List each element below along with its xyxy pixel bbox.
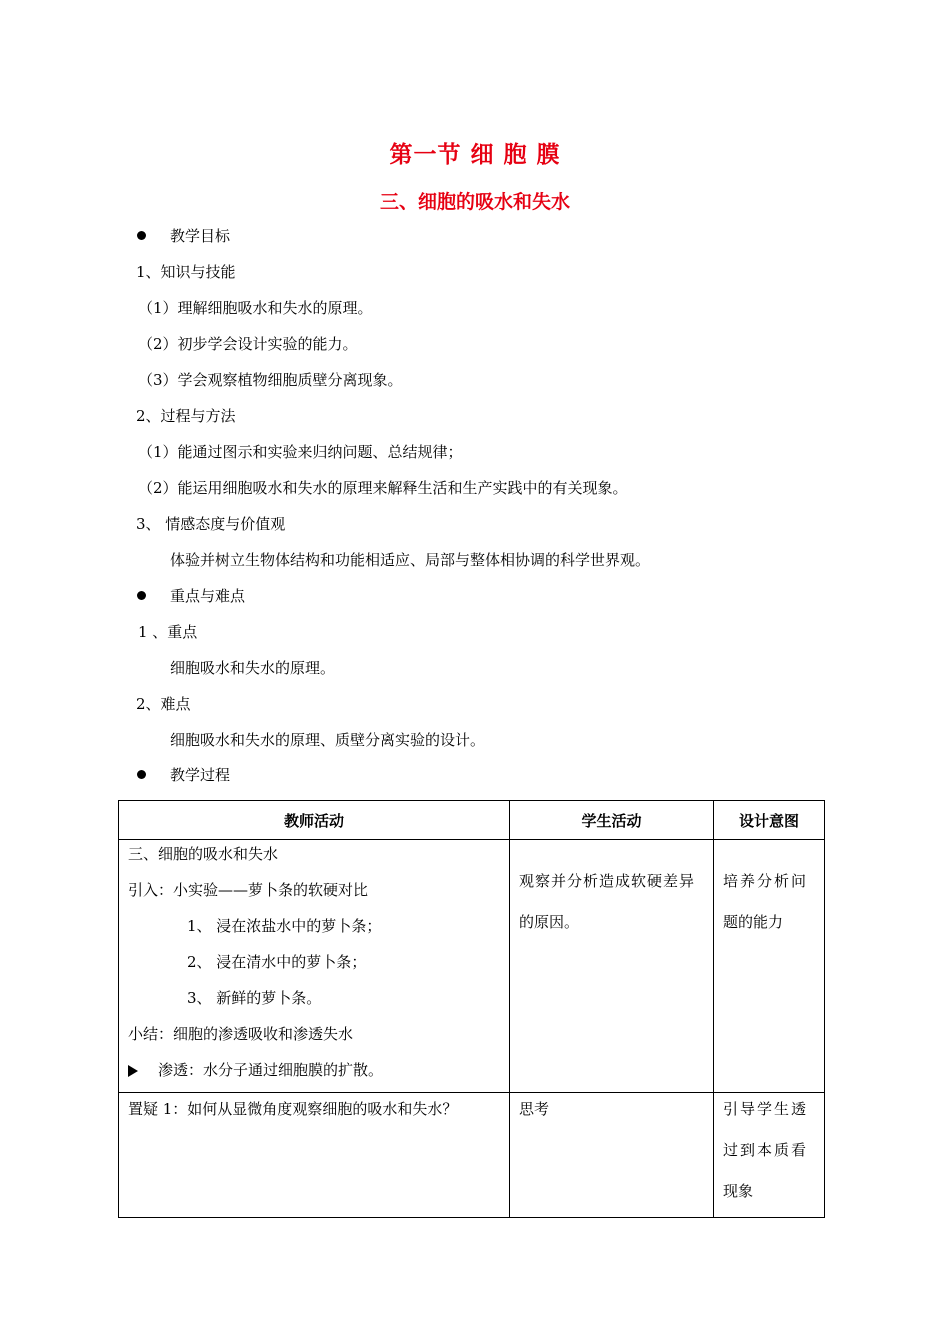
keypoints-heading: 重点与难点 xyxy=(170,587,246,605)
bullet-icon xyxy=(137,770,146,779)
teacher-line: 小结：细胞的渗透吸收和渗透失水 xyxy=(128,1025,354,1043)
knowledge-item: （2）初步学会设计实验的能力。 xyxy=(138,335,358,353)
student-line: 思考 xyxy=(519,1100,550,1118)
key-heading: 1 、重点 xyxy=(138,623,198,641)
intent-line: 现象 xyxy=(723,1182,754,1200)
teacher-line: 2、 浸在清水中的萝卜条； xyxy=(187,953,367,971)
difficult-text: 细胞吸水和失水的原理、质壁分离实验的设计。 xyxy=(170,731,486,749)
header-intent: 设计意图 xyxy=(714,801,825,840)
intent-line: 题的能力 xyxy=(723,913,784,931)
process-section-heading: 教学过程 xyxy=(170,766,231,784)
page-title: 第一节 细 胞 膜 xyxy=(389,142,561,168)
knowledge-item: （1）理解细胞吸水和失水的原理。 xyxy=(138,299,373,317)
process-item: （1）能通过图示和实验来归纳问题、总结规律； xyxy=(138,443,463,461)
bullet-icon xyxy=(137,591,146,600)
key-text: 细胞吸水和失水的原理。 xyxy=(170,659,336,677)
bullet-icon xyxy=(137,231,146,240)
intent-line: 引导学生透 xyxy=(723,1100,809,1118)
student-line: 的原因。 xyxy=(519,913,580,931)
objectives-heading: 教学目标 xyxy=(170,227,231,245)
intent-line: 过到本质看 xyxy=(723,1141,809,1159)
student-line: 观察并分析造成软硬差异 xyxy=(519,872,696,890)
knowledge-heading: 1、知识与技能 xyxy=(136,263,236,281)
arrow-bullet-icon xyxy=(128,1065,138,1077)
teacher-cell xyxy=(119,840,510,1093)
emotion-heading: 3、 情感态度与价值观 xyxy=(136,515,286,533)
intent-cell xyxy=(714,840,825,1093)
teacher-line: 渗透：水分子通过细胞膜的扩散。 xyxy=(158,1061,384,1079)
intent-line: 培养分析问 xyxy=(723,872,809,890)
knowledge-item: （3）学会观察植物细胞质壁分离现象。 xyxy=(138,371,403,389)
table-header-row xyxy=(119,801,825,840)
header-teacher: 教师活动 xyxy=(119,801,510,840)
teacher-line: 1、 浸在浓盐水中的萝卜条； xyxy=(187,917,382,935)
teacher-line: 引入：小实验——萝卜条的软硬对比 xyxy=(128,881,369,899)
page-subtitle: 三、细胞的吸水和失水 xyxy=(379,191,570,213)
student-cell xyxy=(510,1093,714,1218)
lesson-table xyxy=(118,800,825,1218)
teacher-cell xyxy=(119,1093,510,1218)
teacher-line: 三、细胞的吸水和失水 xyxy=(128,845,279,863)
teacher-line-with-arrow xyxy=(128,1060,383,1080)
student-cell xyxy=(510,840,714,1093)
emotion-text: 体验并树立生物体结构和功能相适应、局部与整体相协调的科学世界观。 xyxy=(170,551,651,569)
process-item: （2）能运用细胞吸水和失水的原理来解释生活和生产实践中的有关现象。 xyxy=(138,479,628,497)
table-row xyxy=(119,1093,825,1218)
teacher-line: 置疑 1：如何从显微角度观察细胞的吸水和失水？ xyxy=(128,1100,458,1118)
process-heading: 2、过程与方法 xyxy=(136,407,236,425)
teacher-line: 3、 新鲜的萝卜条。 xyxy=(187,989,322,1007)
intent-cell xyxy=(714,1093,825,1218)
table-row xyxy=(119,840,825,1093)
header-student: 学生活动 xyxy=(510,801,714,840)
difficult-heading: 2、难点 xyxy=(136,695,191,713)
